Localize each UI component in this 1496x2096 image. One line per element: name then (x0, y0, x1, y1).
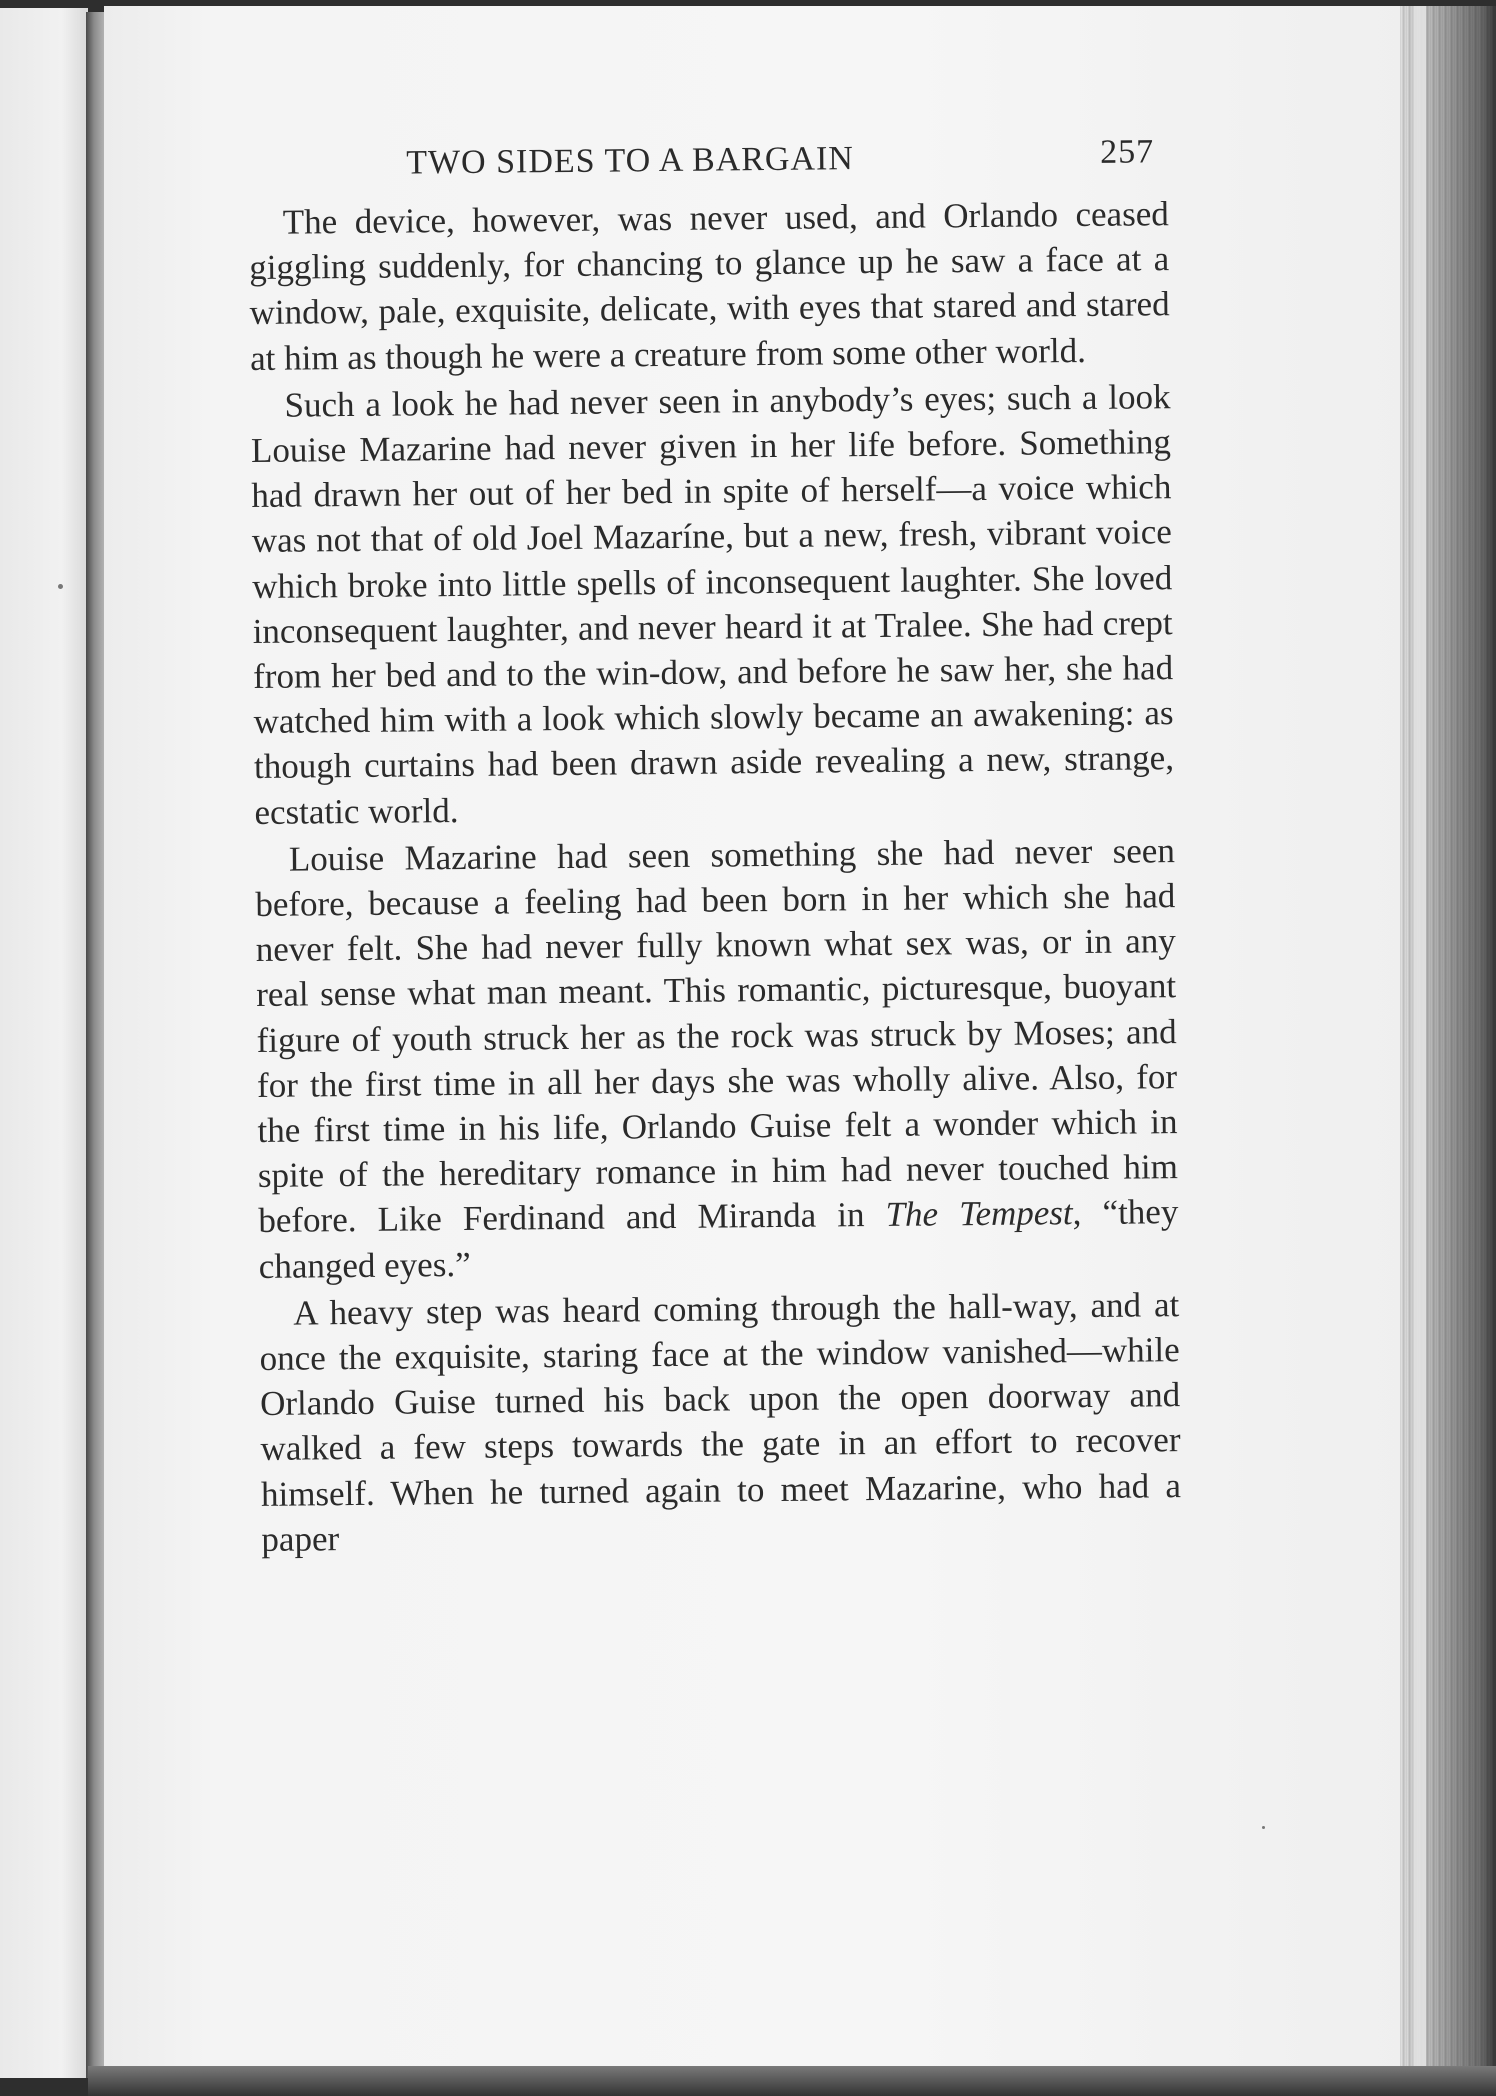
dust-speck (1262, 1826, 1265, 1829)
facing-page-edge (0, 8, 88, 2078)
paragraph (250, 374, 1174, 835)
paragraph-text: Louise Mazarine had seen something she had never seen before, because a feeling had been born in her which she had never felt. She had never fully known what sex was, or in any real sense what man meant. This romantic, picturesque, buoyant figure of youth struck her as the rock was struck by Moses; and for the first time in all her days she was wholly alive. Also, for the first time in his life, Orlando Guise felt a wonder which in spite of the hereditary romance in him had never touched him before. Like Ferdinand and Miranda in (255, 830, 1179, 1241)
book-gutter (86, 12, 106, 2078)
bottom-shadow (88, 2066, 1496, 2096)
paragraph-text: The device, however, was never used, and Orlando ceased giggling suddenly, for chancing to glance up he saw a face at a window, pale, exquisite, delicate, with eyes that stared and stared at him as though he were a creature from some other world. (249, 194, 1170, 378)
paragraph-text: Such a look he had never seen in anybody’s eyes; such a look Louise Mazarine had never given in her life before. Something had drawn her out of her bed in spite of herself—a voice which was not that of old Joel Mazaríne, but a new, fresh, vibrant voice which broke into little spells of inconsequent laughter. She loved inconsequent laughter, and never heard it at Tralee. She had crept from her bed and to the win-dow, and before he saw her, she had watched him with a look which slowly became an awakening: as though curtains had been drawn aside revealing a new, strange, ecstatic world. (250, 376, 1175, 832)
paragraph-text: A heavy step was heard coming through the hall-way, and at once the exquisite, staring face at the window vanished—while Orlando Guise turned his back upon the open doorway and walked a few steps towards the gate in an effort to recover himself. When he turned again to meet Mazarine, who had a paper (259, 1284, 1182, 1559)
paragraph (249, 191, 1171, 381)
dust-speck (58, 584, 63, 589)
paragraph-text-end: , “they changed eyes.” (258, 1192, 1179, 1286)
page-number: 257 (1099, 133, 1155, 171)
book-title-italic: The Tempest (885, 1193, 1073, 1235)
page-edge-strip (1414, 6, 1426, 2078)
running-head (248, 131, 1169, 200)
paragraph (259, 1282, 1182, 1562)
page-text-block (248, 131, 1182, 1562)
paragraph (255, 828, 1179, 1289)
running-title: TWO SIDES TO A BARGAIN (406, 140, 855, 182)
